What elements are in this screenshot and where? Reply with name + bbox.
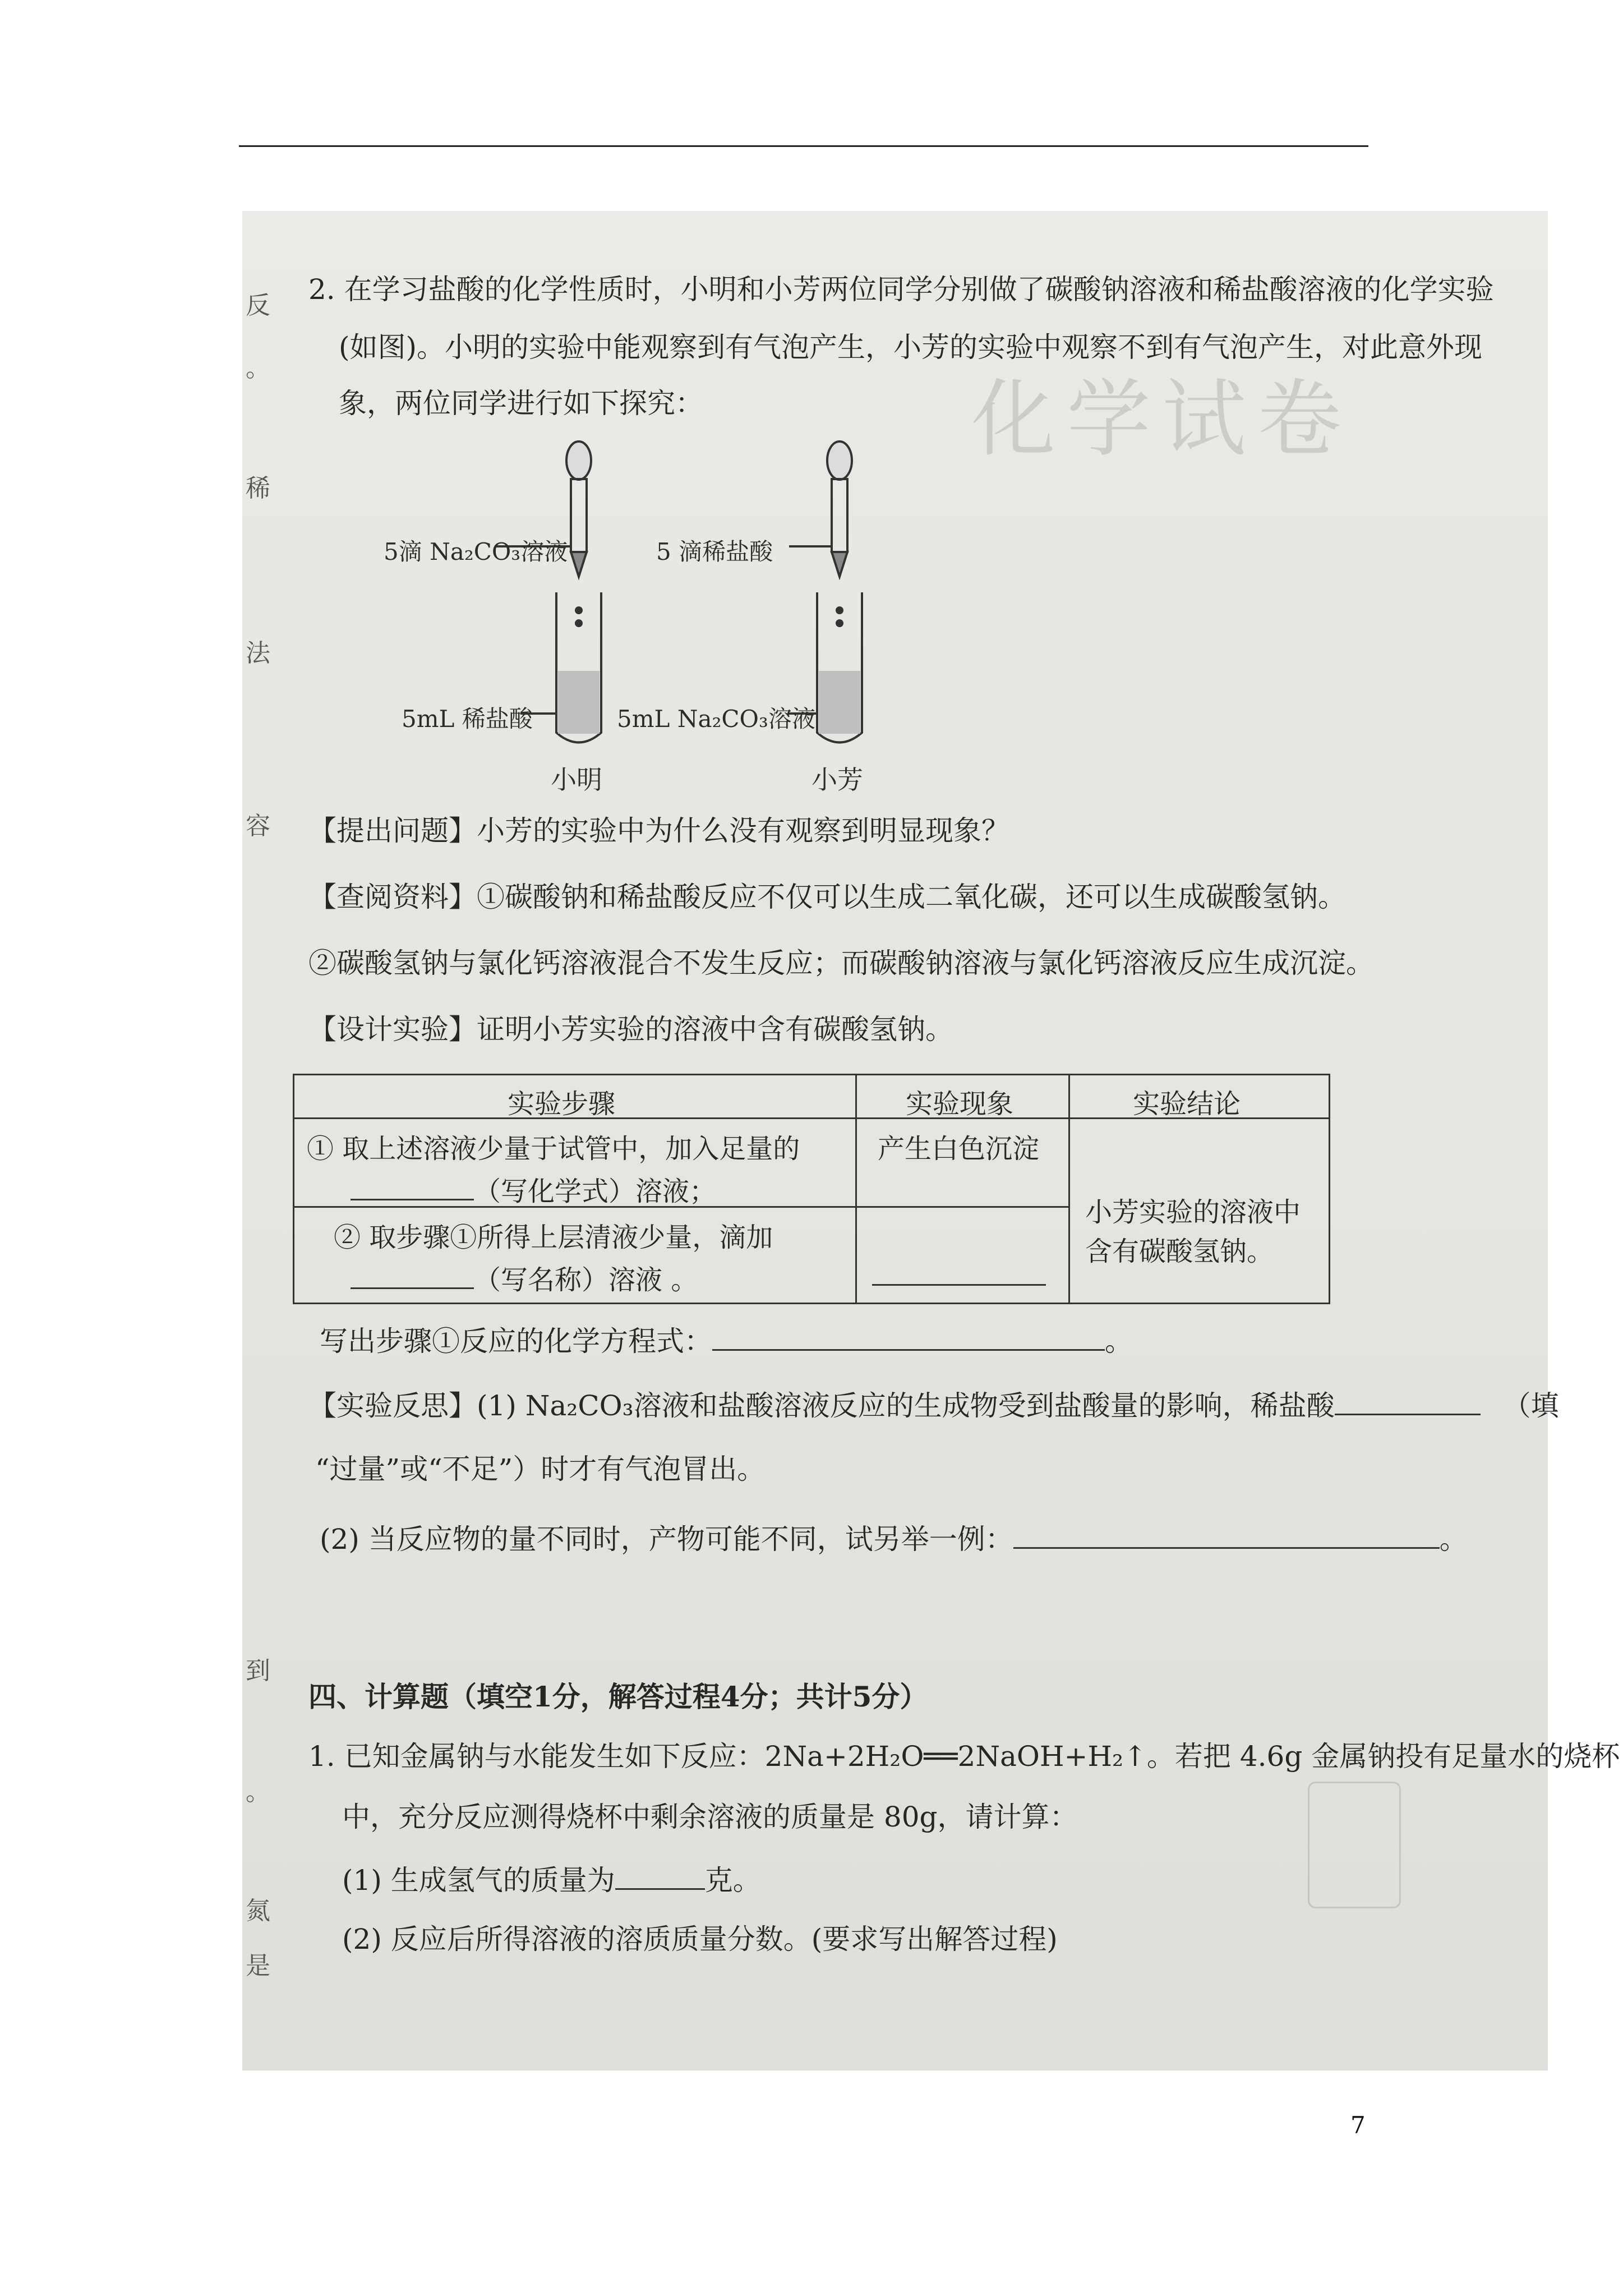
equation-blank[interactable] xyxy=(712,1324,1105,1351)
header-phenomenon: 实验现象 xyxy=(906,1088,1014,1120)
step1-line2 xyxy=(351,1170,716,1208)
left-drop-label: 5滴 Na₂CO₃溶液 xyxy=(384,538,568,565)
table-divider xyxy=(1068,1075,1070,1303)
reflect1-blank[interactable] xyxy=(1335,1389,1481,1415)
q2-line2: (如图)。小明的实验中能观察到有气泡产生，小芳的实验中观察不到有气泡产生，对此意外现 xyxy=(339,331,1483,364)
reflect1-fill: （填 xyxy=(1502,1389,1559,1422)
equation-period: 。 xyxy=(1105,1325,1133,1358)
calc-q2: (2) 反应后所得溶液的溶质质量分数。(要求写出解答过程) xyxy=(342,1923,1058,1955)
right-tube-label: 5mL Na₂CO₃溶液 xyxy=(617,705,815,733)
margin-glyph: 稀 xyxy=(246,474,270,503)
q2-line3: 象，两位同学进行如下探究： xyxy=(339,387,703,420)
scanned-exam-photo xyxy=(242,211,1620,2070)
step2-blank[interactable] xyxy=(351,1265,474,1289)
step2-suffix: （写名称）溶液 。 xyxy=(474,1264,698,1296)
calc-q1-text: (1) 生成氢气的质量为 xyxy=(342,1864,615,1897)
step1-blank[interactable] xyxy=(351,1176,474,1200)
question-line: 【提出问题】小芳的实验中为什么没有观察到明显现象？ xyxy=(308,815,1009,847)
reflect1-text: 【实验反思】(1) Na₂CO₃溶液和盐酸溶液反应的生成物受到盐酸量的影响，稀盐酸 xyxy=(308,1389,1335,1422)
header-conclusion: 实验结论 xyxy=(1133,1088,1241,1120)
calc-q1-blank[interactable] xyxy=(615,1864,705,1890)
q2-line1: 2. 在学习盐酸的化学性质时，小明和小芳两位同学分别做了碳酸钠溶液和稀盐酸溶液的化学实验 xyxy=(308,273,1494,306)
margin-glyph: 容 xyxy=(246,812,270,840)
step1-suffix: （写化学式）溶液； xyxy=(474,1176,717,1207)
calc1-line2: 中，充分反应测得烧杯中剩余溶液的质量是 80g，请计算： xyxy=(342,1801,1078,1833)
conclusion-line2: 含有碳酸氢钠。 xyxy=(1085,1236,1274,1267)
margin-glyph: 氮 xyxy=(246,1897,270,1925)
margin-glyph: 。 xyxy=(246,1778,270,1806)
step2-line2 xyxy=(351,1258,698,1297)
reflect1-continued: “过量”或“不足”）时才有气泡冒出。 xyxy=(315,1453,766,1485)
design-line: 【设计实验】证明小芳实验的溶液中含有碳酸氢钠。 xyxy=(308,1013,953,1046)
right-name-label: 小芳 xyxy=(811,765,863,795)
reflect2-line xyxy=(320,1522,1468,1556)
conclusion-line1: 小芳实验的溶液中 xyxy=(1085,1197,1301,1228)
margin-glyph: 反 xyxy=(246,291,270,320)
margin-glyph: 到 xyxy=(246,1657,270,1685)
left-name-label: 小明 xyxy=(551,765,602,795)
margin-glyph: 法 xyxy=(246,639,270,668)
reflect2-period: 。 xyxy=(1439,1523,1468,1556)
apparatus-figure xyxy=(242,211,1548,828)
bleed-through xyxy=(1308,1782,1401,1908)
table-divider xyxy=(855,1075,857,1303)
reflect2-text: (2) 当反应物的量不同时，产物可能不同，试另举一例： xyxy=(320,1523,1013,1556)
right-drop-label: 5 滴稀盐酸 xyxy=(656,538,773,565)
section4-heading: 四、计算题（填空1分，解答过程4分；共计5分） xyxy=(308,1680,928,1713)
phenomenon2-blank[interactable] xyxy=(872,1284,1046,1286)
reflect1-line xyxy=(308,1389,1559,1420)
calc-q1-unit: 克。 xyxy=(704,1864,761,1897)
right-dropper xyxy=(789,441,852,577)
left-tube-label: 5mL 稀盐酸 xyxy=(402,705,533,733)
equation-label: 写出步骤①反应的化学方程式： xyxy=(320,1325,712,1358)
reference-line2: ②碳酸氢钠与氯化钙溶液混合不发生反应；而碳酸钠溶液与氯化钙溶液反应生成沉淀。 xyxy=(308,947,1374,979)
calc-q1 xyxy=(342,1864,761,1897)
experiment-table xyxy=(293,1074,1330,1304)
reference-line1: 【查阅资料】①碳酸钠和稀盐酸反应不仅可以生成二氧化碳，还可以生成碳酸氢钠。 xyxy=(308,881,1346,913)
margin-glyph: 是 xyxy=(246,1952,270,1980)
step2-line1: ② 取步骤①所得上层清液少量，滴加 xyxy=(334,1222,773,1253)
margin-glyph: 。 xyxy=(246,354,270,383)
reflect2-blank[interactable] xyxy=(1013,1522,1440,1549)
calc1-line1: 1. 已知金属钠与水能发生如下反应：2Na+2H₂O══2NaOH+H₂↑。若把 4.6g 金属钠投有足量水的烧杯 xyxy=(308,1740,1620,1773)
header-step: 实验步骤 xyxy=(508,1088,616,1120)
phenomenon1: 产生白色沉淀 xyxy=(878,1133,1040,1165)
bleed-through: 化学试卷 xyxy=(971,371,1353,468)
page-number: 7 xyxy=(1350,2111,1366,2139)
top-rule xyxy=(239,145,1368,147)
step1-line1: ① 取上述溶液少量于试管中，加入足量的 xyxy=(307,1133,800,1165)
equation-prompt xyxy=(320,1324,1133,1358)
